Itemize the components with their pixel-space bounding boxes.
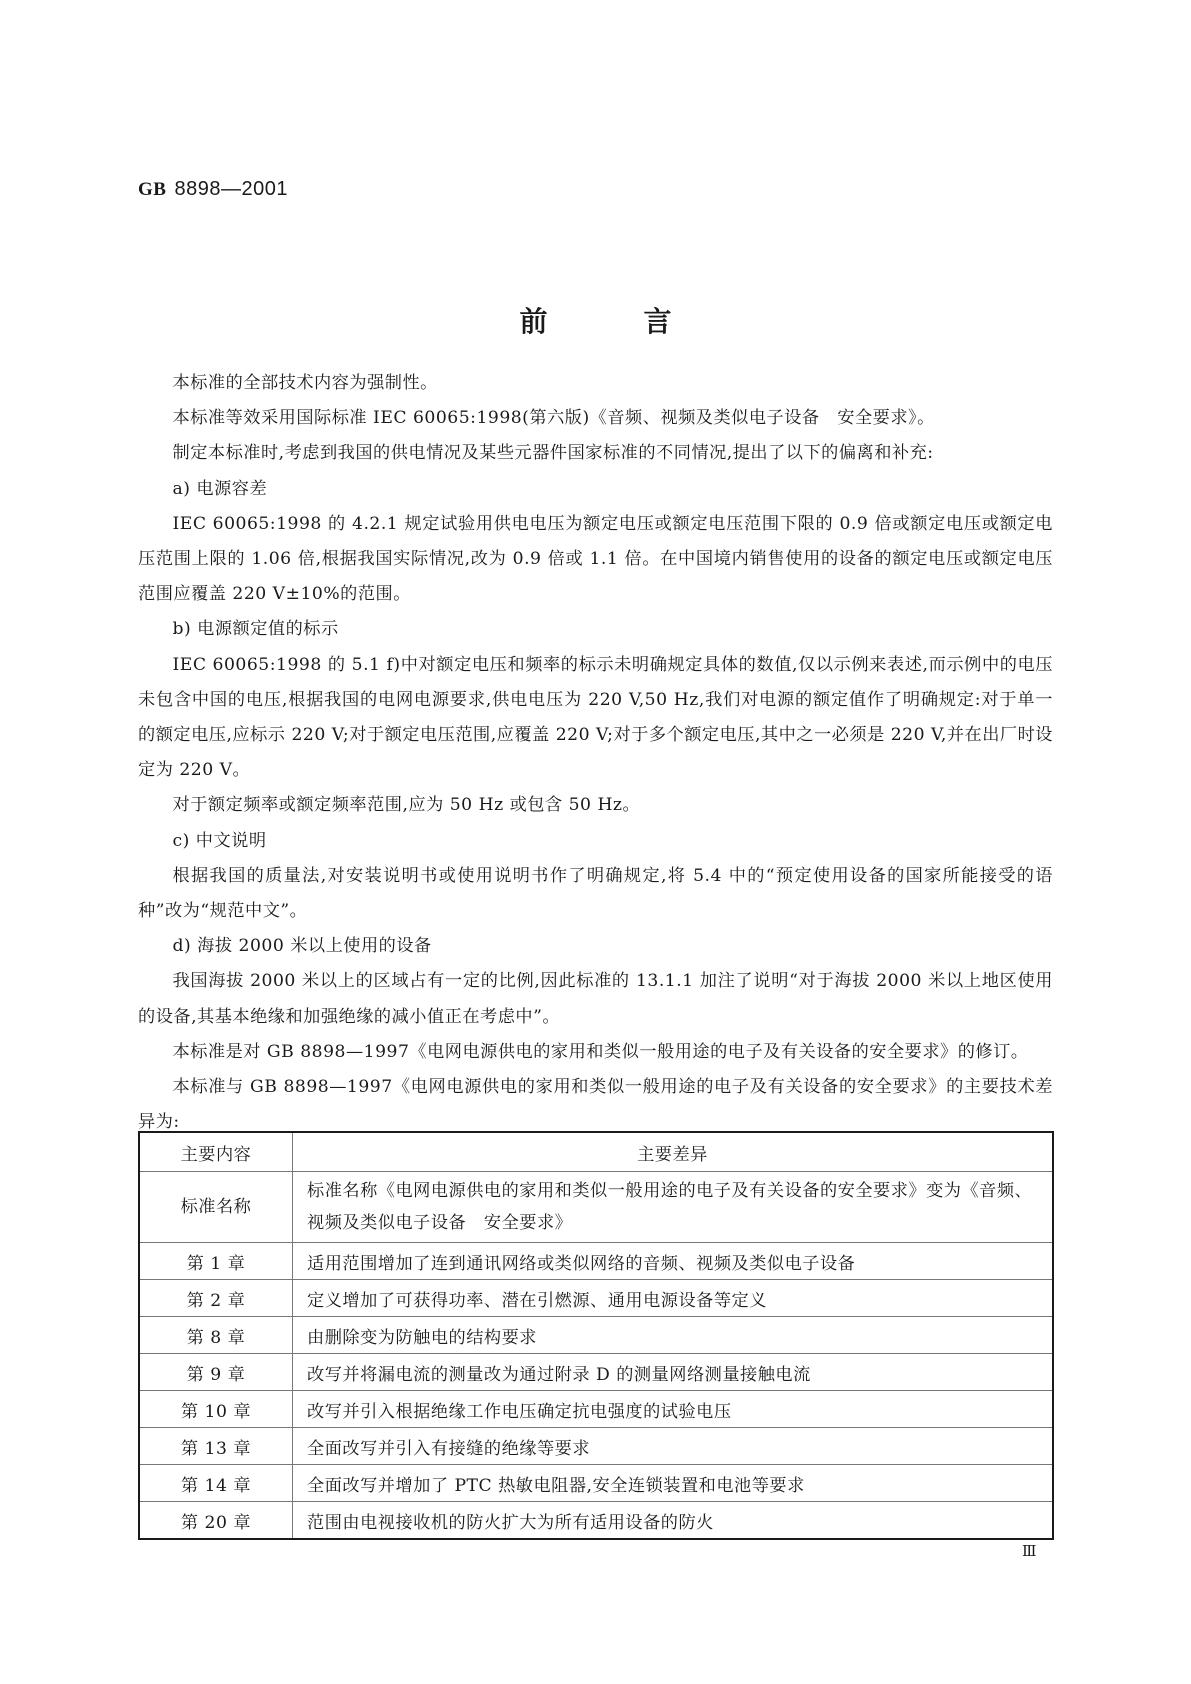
paragraph: 我国海拔 2000 米以上的区域占有一定的比例,因此标准的 13.1.1 加注了说明“对于海拔 2000 米以上地区使用的设备,其基本绝缘和加强绝缘的减小值正在考虑中”。 [138, 971, 1053, 1027]
table-header-row [139, 1132, 1053, 1172]
paragraph: 本标准等效采用国际标准 IEC 60065:1998(第六版)《音频、视频及类似电子设备 安全要求》。 [172, 408, 935, 429]
table-cell-content: 第 8 章 [139, 1317, 293, 1354]
table-cell-content: 第 20 章 [139, 1502, 293, 1540]
table-cell-content: 第 13 章 [139, 1428, 293, 1465]
list-heading-d: d) 海拔 2000 米以上使用的设备 [172, 936, 432, 957]
table-cell-content: 第 10 章 [139, 1391, 293, 1428]
table-cell-content: 第 1 章 [139, 1243, 293, 1280]
list-heading-a: a) 电源容差 [172, 478, 268, 499]
list-heading-c: c) 中文说明 [172, 830, 267, 851]
table-row [139, 1354, 1053, 1391]
table-cell-content: 标准名称 [139, 1172, 293, 1243]
table-cell-difference: 改写并引入根据绝缘工作电压确定抗电强度的试验电压 [293, 1391, 1054, 1428]
column-header: 主要差异 [293, 1132, 1054, 1172]
table-row [139, 1317, 1053, 1354]
paragraph: 对于额定频率或额定频率范围,应为 50 Hz 或包含 50 Hz。 [172, 795, 641, 816]
table-cell-content: 第 9 章 [139, 1354, 293, 1391]
list-heading-b: b) 电源额定值的标示 [172, 619, 339, 640]
standard-code [138, 178, 288, 201]
table-cell-difference: 改写并将漏电流的测量改为通过附录 D 的测量网络测量接触电流 [293, 1354, 1054, 1391]
table-row [139, 1428, 1053, 1465]
differences-table [138, 1131, 1054, 1540]
table-row [139, 1391, 1053, 1428]
title-char-2: 言 [643, 305, 672, 338]
paragraph: 根据我国的质量法,对安装说明书或使用说明书作了明确规定,将 5.4 中的“预定使用设备的国家所能接受的语种”改为“规范中文”。 [138, 865, 1053, 922]
table-cell-content: 第 2 章 [139, 1280, 293, 1317]
page-title [0, 300, 1191, 340]
table-row [139, 1243, 1053, 1280]
standard-number: 8898—2001 [174, 178, 288, 200]
foreword-body [138, 366, 1053, 1140]
column-header: 主要内容 [139, 1132, 293, 1172]
table-row [139, 1172, 1053, 1243]
table-cell-difference: 全面改写并增加了 PTC 热敏电阻器,安全连锁装置和电池等要求 [293, 1465, 1054, 1502]
table-cell-difference: 范围由电视接收机的防火扩大为所有适用设备的防火 [293, 1502, 1054, 1540]
paragraph: 本标准与 GB 8898—1997《电网电源供电的家用和类似一般用途的电子及有关设备的安全要求》的主要技术差异为: [138, 1077, 1053, 1133]
table-row [139, 1465, 1053, 1502]
table-row [139, 1502, 1053, 1540]
table-cell-difference: 标准名称《电网电源供电的家用和类似一般用途的电子及有关设备的安全要求》变为《音频、视频及类似电子设备 安全要求》 [293, 1172, 1054, 1243]
paragraph: 本标准的全部技术内容为强制性。 [172, 373, 438, 393]
table-cell-difference: 适用范围增加了连到通讯网络或类似网络的音频、视频及类似电子设备 [293, 1243, 1054, 1280]
paragraph: IEC 60065:1998 的 4.2.1 规定试验用供电电压为额定电压或额定电压范围下限的 0.9 倍或额定电压或额定电压范围上限的 1.06 倍,根据我国实际情况,改为 0.9 倍或 1.1 倍。在中国境内销售使用的设备的额定电压或额定电压范围应覆盖 220 V±10%的范围。 [138, 513, 1053, 605]
standard-prefix: GB [138, 179, 167, 200]
table-row [139, 1280, 1053, 1317]
table-cell-content: 第 14 章 [139, 1465, 293, 1502]
title-char-1: 前 [519, 305, 548, 338]
page-number: Ⅲ [1022, 1542, 1037, 1560]
paragraph: IEC 60065:1998 的 5.1 f)中对额定电压和频率的标示未明确规定具体的数值,仅以示例来表述,而示例中的电压未包含中国的电压,根据我国的电网电源要求,供电电压为 220 V,50 Hz,我们对电源的额定值作了明确规定:对于单一的额定电压,应标示 220 V;对于额定电压范围,应覆盖 220 V;对于多个额定电压,其中之一必须是 220 V,并在出厂时设定为 220 V。 [138, 654, 1053, 781]
paragraph: 制定本标准时,考虑到我国的供电情况及某些元器件国家标准的不同情况,提出了以下的偏离和补充: [172, 443, 934, 464]
table-cell-difference: 定义增加了可获得功率、潜在引燃源、通用电源设备等定义 [293, 1280, 1054, 1317]
paragraph: 本标准是对 GB 8898—1997《电网电源供电的家用和类似一般用途的电子及有关设备的安全要求》的修订。 [172, 1041, 1029, 1062]
table-cell-difference: 全面改写并引入有接缝的绝缘等要求 [293, 1428, 1054, 1465]
table-cell-difference: 由删除变为防触电的结构要求 [293, 1317, 1054, 1354]
